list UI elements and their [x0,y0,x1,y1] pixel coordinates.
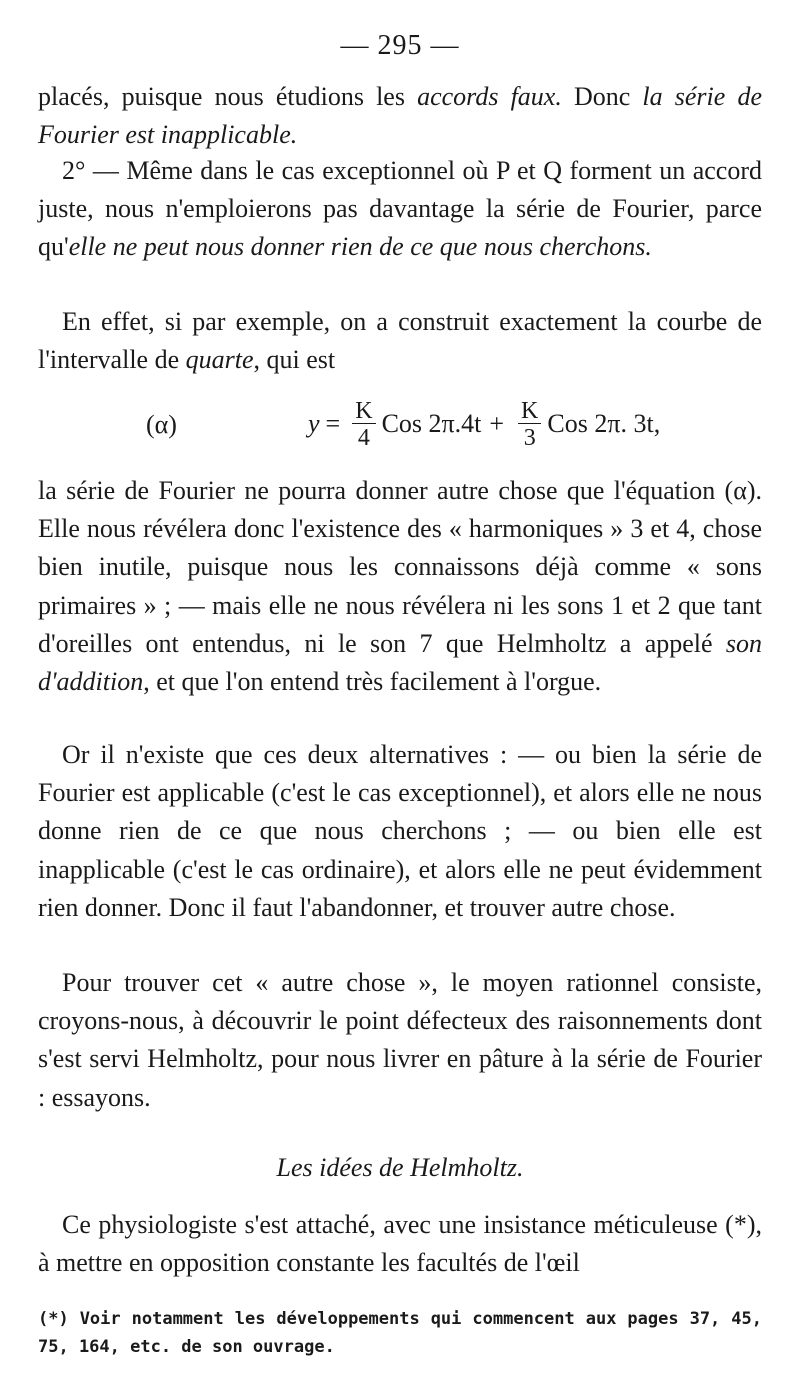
paragraph-1-italic-b: la série de Fourier est inapplicable. [38,82,762,150]
paragraph-3-italic: quarte [185,345,254,375]
paragraph-1 [38,78,762,154]
paragraph-5: Or il n'existe que ces deux alternatives : — ou bien la série de Fourier est applicable (c'est le cas exceptionnel), et alors elle ne nous donne rien de ce que nous cherchons ; — ou bien elle est inapplicable (c'est le cas ordinaire), et alors elle ne peut évidemment rien donner. Donc il faut l'abandonner, et trouver autre chose. [38,740,762,922]
equation-alpha [38,392,762,456]
equation-equals: = [325,409,341,438]
paragraph-3-text-b: , qui est [253,345,336,375]
paragraph-2-text: 2° — Même dans le cas exceptionnel où P et Q forment un accord juste, nous n'emploierons pas davantage la série de Fourier, parce qu' [38,156,762,262]
page-number: — 295 — [340,30,460,61]
equation-tag: (α) [146,410,177,439]
footnote: (*) Voir notamment les développements qui commencent aux pages 37, 45, 75, 164, etc. de son ouvrage. [38,1309,762,1357]
equation-plus: + [489,409,505,438]
paragraph-3-text: En effet, si par exemple, on a construit exactement la courbe de l'intervalle de [38,307,762,375]
paragraph-3 [38,303,762,379]
fraction-numerator: K [518,399,541,424]
fraction-numerator: K [352,399,375,424]
paragraph-1-text-b: Donc [561,82,643,111]
section-heading [0,1153,800,1183]
fraction-k-over-3 [518,399,541,450]
paragraph-4-text-b: , et que l'on entend très facilement à l'orgue. [143,667,602,697]
equation-term-2: Cos 2π. 3t, [547,409,661,438]
fraction-k-over-4 [352,399,375,450]
paragraph-4-text: la série de Fourier ne pourra donner autre chose que l'équation (α). Elle nous révélera donc l'existence des « harmoniques » 3 et 4, chose bien inutile, puisque nous les connaissons déjà comme « sons primaires » ; — mais elle ne nous révélera ni les sons 1 et 2 que tant d'oreilles ont entendus, ni le son 7 que Helmholtz a appelé [38,476,762,658]
paragraph-4-italic: son d'addition [38,628,762,697]
fraction-denominator: 4 [357,424,370,451]
section-heading-text: Les idées de Helmholtz. [276,1153,524,1182]
equation-term-1: Cos 2π.4t [381,409,482,438]
paragraph-1-text: placés, puisque nous étudions les [38,82,418,111]
equation-y: y [308,409,320,438]
paragraph-7: Ce physiologiste s'est attaché, avec une insistance méticuleuse (*), à mettre en opposition constante les facultés de l'œil [38,1210,762,1278]
paragraph-1-italic: accords faux. [417,82,562,111]
paragraph-6: Pour trouver cet « autre chose », le moyen rationnel consiste, croyons-nous, à découvrir le point défecteux des raisonnements dont s'est servi Helmholtz, pour nous livrer en pâture à la série de Fourier : essayons. [38,968,762,1112]
paragraph-4 [38,472,762,701]
fraction-denominator: 3 [523,424,536,451]
paragraph-2 [38,152,762,267]
paragraph-2-italic: elle ne peut nous donner rien de ce que nous cherchons. [68,232,652,262]
equation-expression [308,392,660,456]
